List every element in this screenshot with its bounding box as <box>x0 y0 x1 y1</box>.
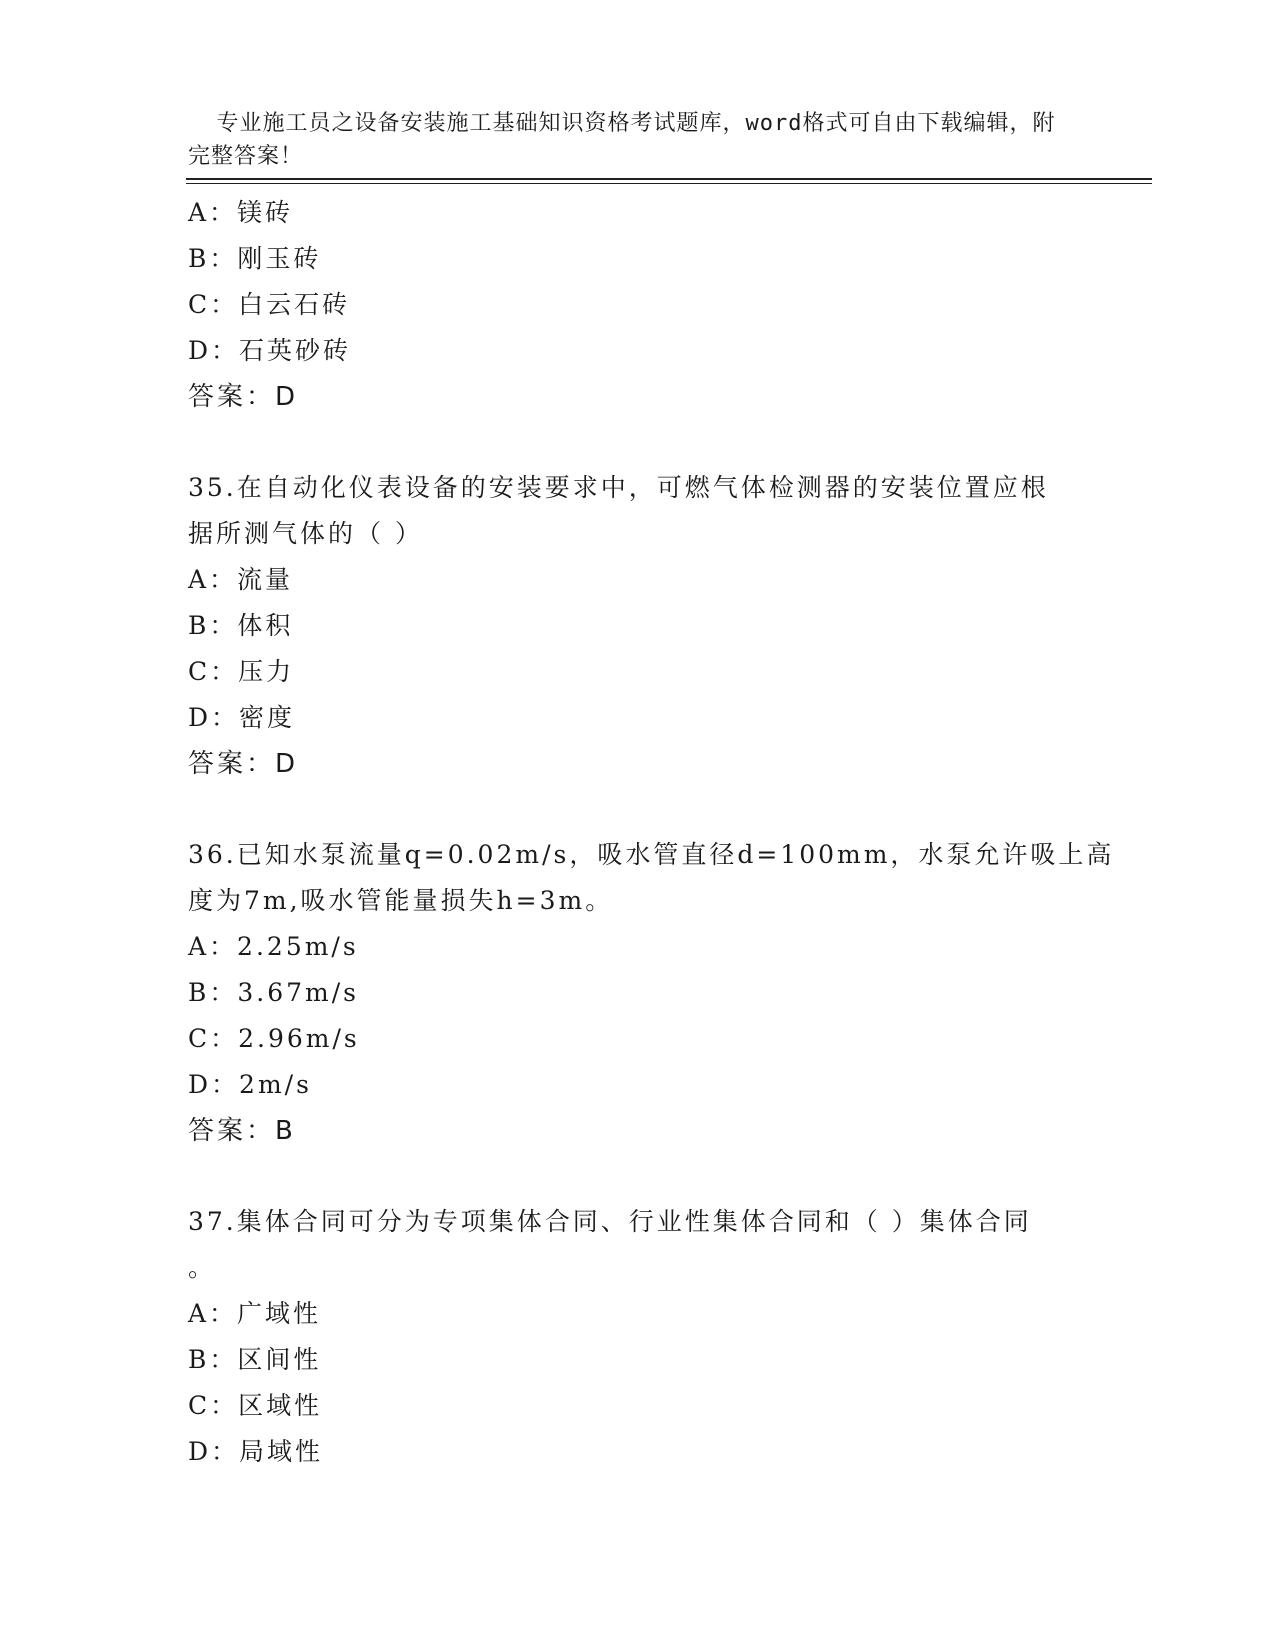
question-34-continued <box>188 190 1088 420</box>
option-a: A：流量 <box>188 565 294 594</box>
question-36 <box>188 832 1115 1154</box>
question-stem-line: 37.集体合同可分为专项集体合同、行业性集体合同和（ ）集体合同 <box>188 1207 1032 1236</box>
option-b: B：体积 <box>188 611 294 640</box>
option-d: D：石英砂砖 <box>188 336 352 365</box>
option-d: D：2m/s <box>188 1070 312 1099</box>
question-stem-line: 36.已知水泵流量q=0.02m/s，吸水管直径d=100mm，水泵允许吸上高 <box>188 840 1115 869</box>
question-stem-line: 35.在自动化仪表设备的安装要求中，可燃气体检测器的安装位置应根 <box>188 473 1049 502</box>
header-title: 专业施工员之设备安装施工基础知识资格考试题库，word格式可自由下载编辑，附完整答案！ <box>188 111 1056 169</box>
option-c: C：压力 <box>188 657 295 686</box>
option-b: B：区间性 <box>188 1345 322 1374</box>
answer: 答案：D <box>188 382 299 412</box>
option-a: A：2.25m/s <box>188 932 359 961</box>
question-35 <box>188 465 1088 787</box>
document-header <box>188 74 1068 173</box>
question-stem-line: 据所测气体的（ ） <box>188 519 423 548</box>
option-b: B：3.67m/s <box>188 978 359 1007</box>
question-stem-line: 度为7m,吸水管能量损失h=3m。 <box>188 886 614 915</box>
option-d: D：局域性 <box>188 1437 324 1466</box>
option-a: A：广域性 <box>188 1299 322 1328</box>
option-b: B：刚玉砖 <box>188 244 322 273</box>
option-c: C：2.96m/s <box>188 1024 360 1053</box>
option-c: C：白云石砖 <box>188 290 351 319</box>
option-c: C：区域性 <box>188 1391 323 1420</box>
header-divider <box>186 178 1152 184</box>
option-a: A：镁砖 <box>188 198 294 227</box>
question-list <box>188 190 1115 1475</box>
answer: 答案：B <box>188 1116 296 1146</box>
answer: 答案：D <box>188 749 299 779</box>
question-stem-line: 。 <box>188 1253 217 1282</box>
option-d: D：密度 <box>188 703 296 732</box>
question-37 <box>188 1199 1088 1475</box>
